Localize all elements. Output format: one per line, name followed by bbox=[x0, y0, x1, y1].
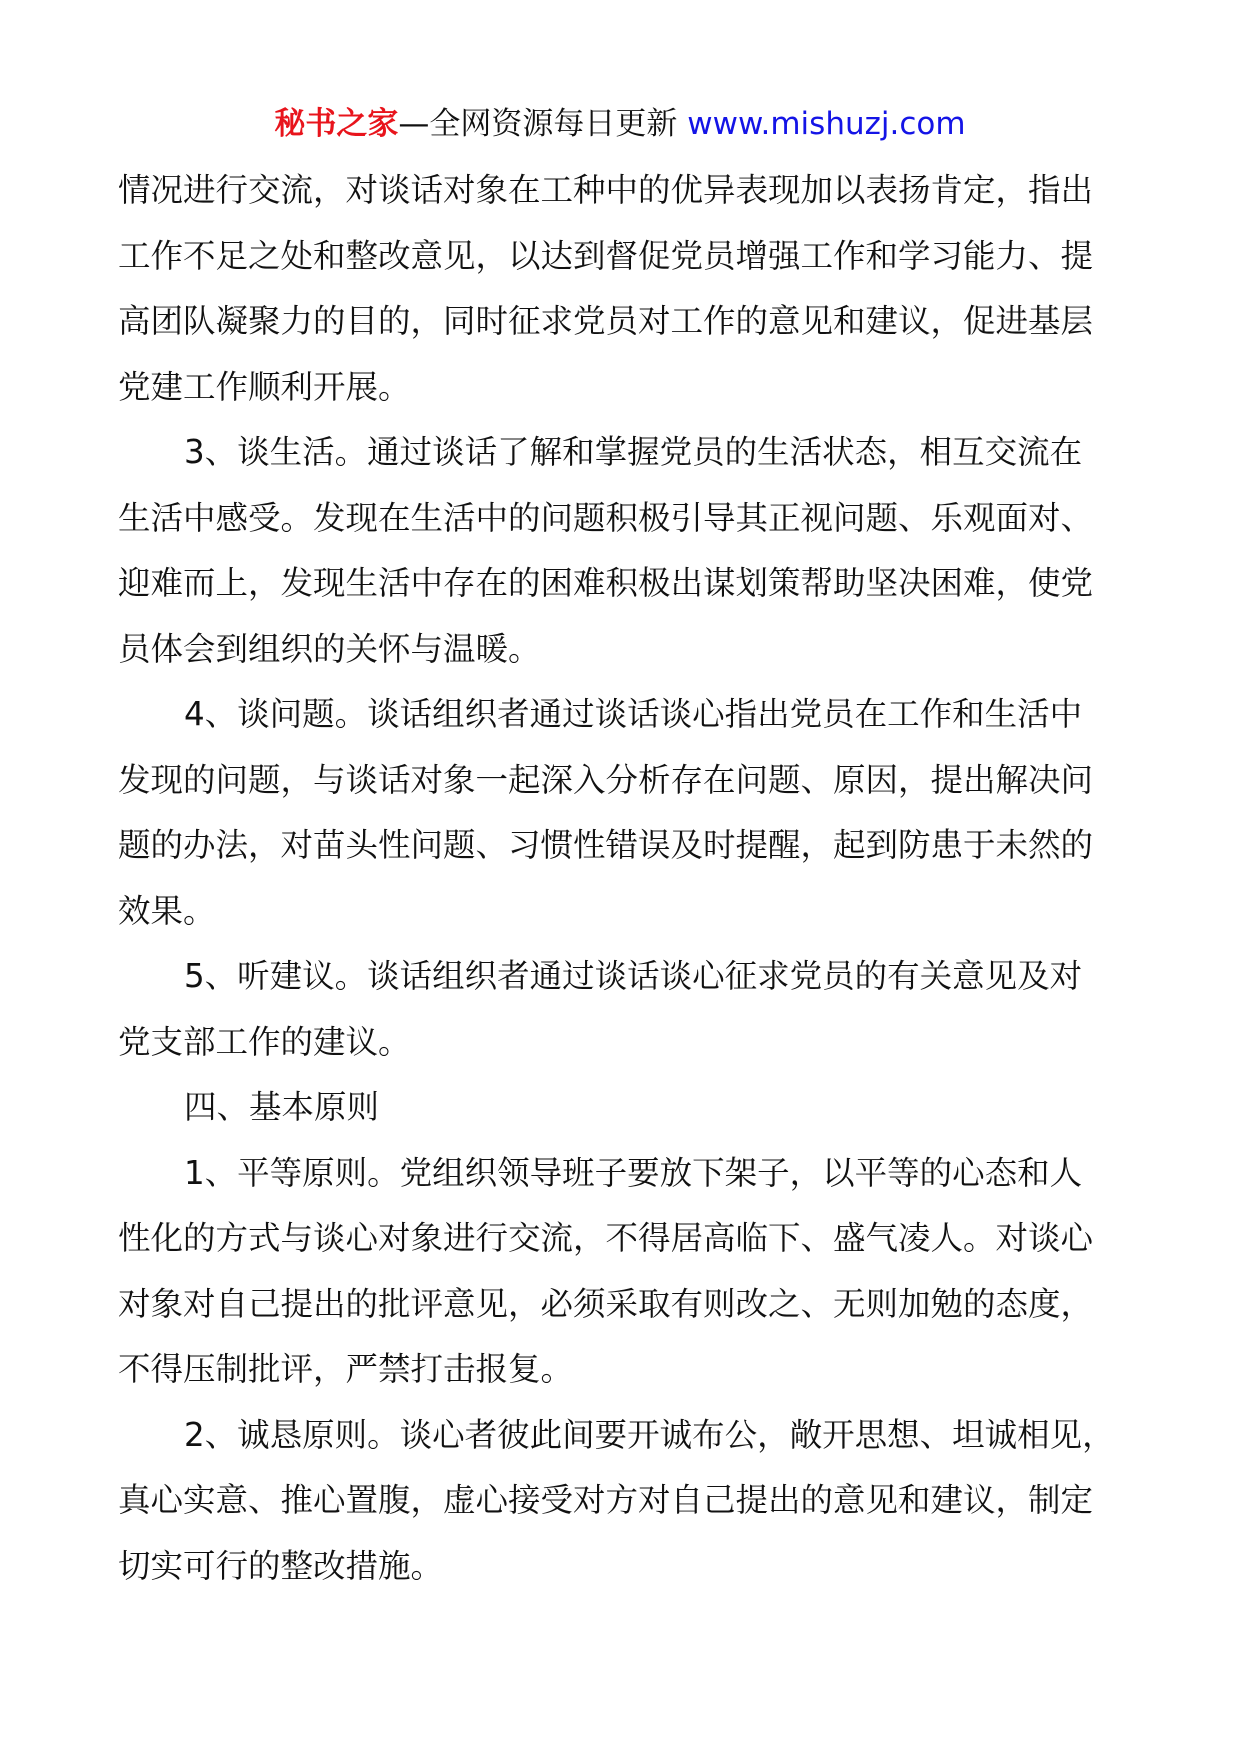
text-line: 情况进行交流，对谈话对象在工种中的优异表现加以表扬肯定，指出 bbox=[118, 171, 1094, 209]
text-line: 2、诚恳原则。谈心者彼此间要开诚布公，敞开思想、坦诚相见， bbox=[184, 1415, 1115, 1454]
text-line: 生活中感受。发现在生活中的问题积极引导其正视问题、乐观面对、 bbox=[118, 498, 1094, 537]
text-line: 党建工作顺利开展。 bbox=[118, 367, 411, 406]
text-line: 3、谈生活。通过谈话了解和掌握党员的生活状态，相互交流在 bbox=[184, 433, 1083, 471]
header-slogan: —全网资源每日更新 bbox=[398, 106, 688, 142]
text-line: 发现的问题，与谈话对象一起深入分析存在问题、原因，提出解决问 bbox=[118, 760, 1094, 799]
text-line: 员体会到组织的关怀与温暖。 bbox=[118, 629, 541, 668]
text-line: 高团队凝聚力的目的，同时征求党员对工作的意见和建议，促进基层 bbox=[118, 302, 1094, 340]
header-brand: 秘书之家 bbox=[274, 106, 399, 142]
text-line: 4、谈问题。谈话组织者通过谈话谈心指出党员在工作和生活中 bbox=[184, 695, 1083, 733]
text-line: 1、平等原则。党组织领导班子要放下架子，以平等的心态和人 bbox=[184, 1153, 1083, 1192]
text-line: 工作不足之处和整改意见，以达到督促党员增强工作和学习能力、提 bbox=[118, 236, 1094, 275]
text-line: 效果。 bbox=[118, 891, 216, 930]
text-line: 性化的方式与谈心对象进行交流，不得居高临下、盛气凌人。对谈心 bbox=[118, 1219, 1094, 1257]
text-line: 对象对自己提出的批评意见，必须采取有则改之、无则加勉的态度， bbox=[118, 1284, 1094, 1323]
text-line: 题的办法，对苗头性问题、习惯性错误及时提醒，起到防患于未然的 bbox=[118, 826, 1094, 864]
text-line: 迎难而上，发现生活中存在的困难积极出谋划策帮助坚决困难，使党 bbox=[118, 564, 1094, 602]
document-body bbox=[118, 158, 1130, 1599]
text-line: 5、听建议。谈话组织者通过谈话谈心征求党员的有关意见及对 bbox=[184, 957, 1083, 995]
text-line: 党支部工作的建议。 bbox=[118, 1022, 411, 1061]
header-site-link[interactable]: www.mishuzj.com bbox=[687, 106, 966, 142]
section-heading: 四、基本原则 bbox=[184, 1088, 380, 1126]
text-line: 切实可行的整改措施。 bbox=[118, 1546, 444, 1585]
text-line: 真心实意、推心置腹，虚心接受对方对自己提出的意见和建议，制定 bbox=[118, 1481, 1094, 1519]
text-line: 不得压制批评，严禁打击报复。 bbox=[118, 1350, 574, 1388]
page-header bbox=[0, 102, 1240, 146]
